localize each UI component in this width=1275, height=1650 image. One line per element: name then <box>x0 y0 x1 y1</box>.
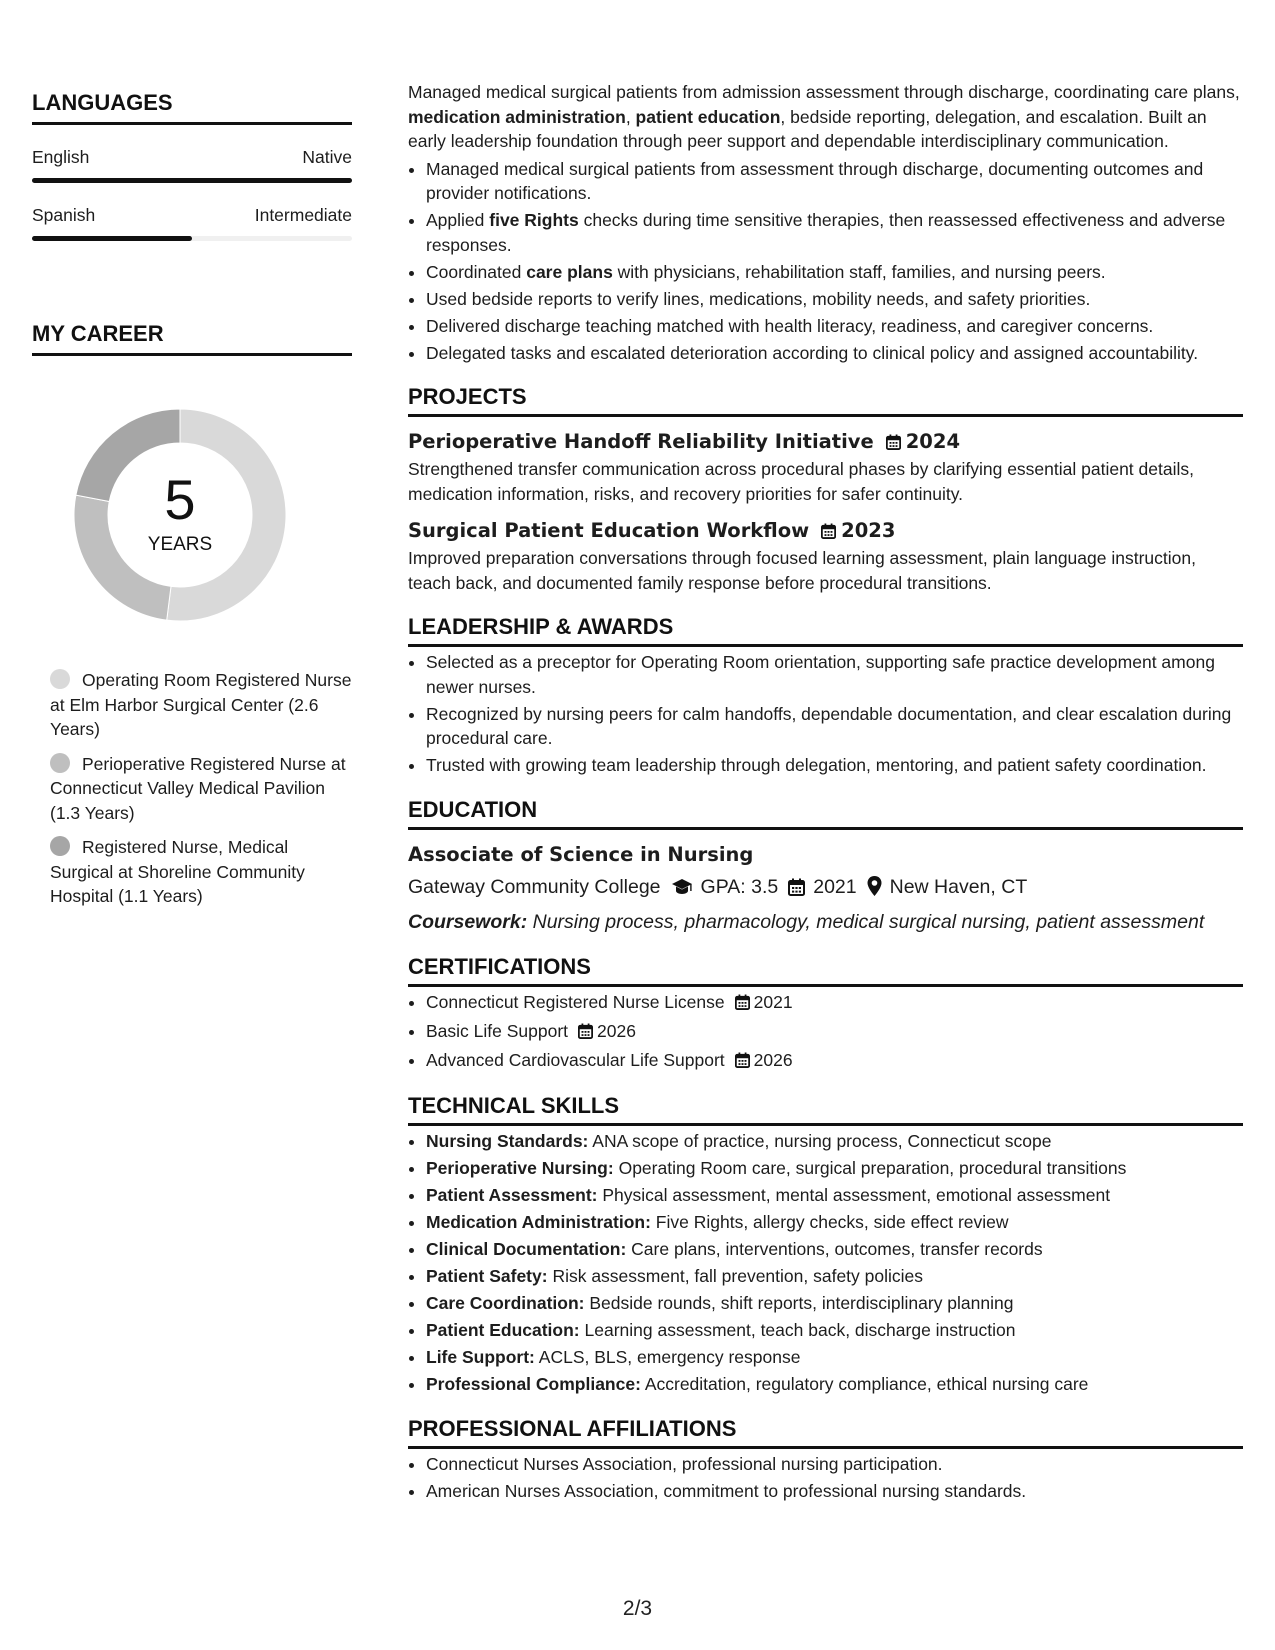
skill-label: Patient Safety: <box>426 1266 548 1286</box>
certification-year: 2021 <box>753 991 793 1012</box>
career-years-unit: YEARS <box>147 534 213 555</box>
certification-year: 2026 <box>753 1049 793 1070</box>
coursework <box>408 909 1243 935</box>
skill-label: Patient Education: <box>426 1320 580 1340</box>
calendar-icon <box>735 1050 750 1075</box>
experience-bullet <box>426 287 1243 312</box>
experience-bullet <box>426 314 1243 339</box>
career-legend <box>50 668 352 909</box>
skill-label: Professional Compliance: <box>426 1374 641 1394</box>
language-proficiency-bar <box>32 178 352 183</box>
skills-heading: TECHNICAL SKILLS <box>408 1092 1243 1126</box>
language-level: Native <box>302 147 352 167</box>
calendar-icon <box>735 992 750 1017</box>
skills-list <box>408 1129 1243 1397</box>
language-name: Spanish <box>32 205 96 225</box>
school-name: Gateway Community College <box>408 875 661 898</box>
calendar-icon <box>821 520 836 546</box>
bullet-text: Coordinated <box>426 261 527 282</box>
leadership-list <box>408 650 1243 778</box>
skill-value: Five Rights, allergy checks, side effect review <box>655 1212 1009 1232</box>
bullet-text: Delegated tasks and escalated deterioration according to clinical policy and assigned accountability. <box>426 342 1199 363</box>
certification-name: Advanced Cardiovascular Life Support <box>426 1049 725 1070</box>
project-description: Strengthened transfer communication across procedural phases by clarifying essential patient details, medication information, risks, and recovery priorities for safer continuity. <box>408 459 1194 504</box>
language-level: Intermediate <box>254 205 352 225</box>
graduation-cap-icon <box>671 877 693 903</box>
experience-bullets <box>408 157 1243 366</box>
skill-value: Risk assessment, fall prevention, safety policies <box>552 1266 924 1286</box>
skill-value: Learning assessment, teach back, discharge instruction <box>584 1320 1016 1340</box>
legend-dot <box>50 753 70 773</box>
right-column <box>408 80 1243 1506</box>
map-pin-icon <box>867 876 882 903</box>
certification-name: Basic Life Support <box>426 1020 569 1041</box>
career-role-label: Registered Nurse, Medical Surgical at Shoreline Community Hospital (1.1 Years) <box>50 837 305 906</box>
leadership-heading: LEADERSHIP & AWARDS <box>408 613 1243 647</box>
gpa-value: GPA: 3.5 <box>700 875 779 898</box>
calendar-icon <box>578 1021 593 1046</box>
languages-list <box>32 147 352 241</box>
skill-item <box>426 1372 1243 1397</box>
legend-dot <box>50 669 70 689</box>
project-year: 2023 <box>841 519 896 542</box>
skill-item <box>426 1345 1243 1370</box>
bullet-text: Delivered discharge teaching matched with health literacy, readiness, and caregiver concerns. <box>426 315 1154 336</box>
bullet-text: Applied <box>426 210 490 230</box>
left-column <box>32 90 352 919</box>
career-role-item <box>50 752 352 826</box>
certifications-heading: CERTIFICATIONS <box>408 953 1243 987</box>
skill-item <box>426 1210 1243 1235</box>
skill-value: ANA scope of practice, nursing process, Connecticut scope <box>592 1131 1052 1151</box>
skill-value: ACLS, BLS, emergency response <box>538 1347 801 1367</box>
skill-value: Bedside rounds, shift reports, interdisciplinary planning <box>589 1293 1014 1313</box>
languages-heading: LANGUAGES <box>32 90 352 125</box>
skill-value: Physical assessment, mental assessment, emotional assessment <box>602 1185 1111 1205</box>
affiliations-list <box>408 1452 1243 1504</box>
coursework-label: Coursework: <box>408 910 528 933</box>
certification-item <box>426 1048 1243 1075</box>
skill-label: Life Support: <box>426 1347 535 1367</box>
project-name: Perioperative Handoff Reliability Initiative <box>408 430 874 453</box>
career-role-label: Operating Room Registered Nurse at Elm Harbor Surgical Center (2.6 Years) <box>50 670 352 739</box>
summary-highlight: patient education <box>635 106 781 127</box>
career-role-label: Perioperative Registered Nurse at Connecticut Valley Medical Pavilion (1.3 Years) <box>50 753 346 823</box>
education-meta <box>408 874 1243 903</box>
page-number: 2/3 <box>622 1597 653 1620</box>
calendar-icon <box>886 431 901 457</box>
skill-item <box>426 1183 1243 1208</box>
summary-text: , bedside reporting, delegation, and escalation. Built an early leadership foundation through peer support and dependable interdisciplinary communication. <box>408 106 1207 151</box>
experience-bullet <box>426 208 1243 257</box>
career-total-years: 5 <box>164 468 196 531</box>
education-heading: EDUCATION <box>408 796 1243 830</box>
leadership-item: • Trusted with growing team leadership through delegation, mentoring, and patient safety coordination. <box>426 753 1243 778</box>
education-location: New Haven, CT <box>889 875 1028 898</box>
language-row <box>32 147 352 168</box>
career-role-item <box>50 668 352 742</box>
skill-label: Perioperative Nursing: <box>426 1158 614 1178</box>
experience-bullet <box>426 260 1243 285</box>
affiliation-item: • Connecticut Nurses Association, professional nursing participation. <box>426 1452 1243 1477</box>
skill-value: Care plans, interventions, outcomes, transfer records <box>631 1239 1043 1259</box>
project-description: Improved preparation conversations through focused learning assessment, plain language instruction, teach back, and documented family response before procedural transitions. <box>408 548 1196 593</box>
bullet-text: with physicians, rehabilitation staff, families, and nursing peers. <box>612 261 1106 282</box>
language-row <box>32 205 352 226</box>
skill-item <box>426 1156 1243 1181</box>
project-title <box>408 518 1243 546</box>
coursework-text: Nursing process, pharmacology, medical surgical nursing, patient assessment <box>532 910 1205 933</box>
language-proficiency-bar <box>32 236 352 241</box>
career-role-item <box>50 835 352 909</box>
degree-title: Associate of Science in Nursing <box>408 842 754 866</box>
skill-label: Clinical Documentation: <box>426 1239 627 1259</box>
skill-item <box>426 1264 1243 1289</box>
language-proficiency-fill <box>32 178 352 183</box>
language-proficiency-fill <box>32 236 192 241</box>
projects-list <box>408 429 1243 595</box>
project-title <box>408 429 1243 457</box>
summary-text: , <box>625 106 636 127</box>
certification-name: Connecticut Registered Nurse License <box>426 991 725 1012</box>
bullet-highlight: care plans <box>526 261 613 282</box>
calendar-icon <box>788 877 805 903</box>
education-year: 2021 <box>813 875 857 898</box>
skill-label: Nursing Standards: <box>426 1131 589 1151</box>
leadership-item: • Selected as a preceptor for Operating Room orientation, supporting safe practice development among newer nurses. <box>426 650 1243 699</box>
affiliation-item: • American Nurses Association, commitment to professional nursing standards. <box>426 1479 1243 1504</box>
certification-item <box>426 990 1243 1017</box>
donut-center <box>65 400 295 556</box>
skill-label: Medication Administration: <box>426 1212 651 1232</box>
skill-item <box>426 1237 1243 1262</box>
bullet-text: checks during time sensitive therapies, then reassessed effectiveness and adverse responses. <box>426 210 1226 255</box>
language-name: English <box>32 147 90 167</box>
experience-bullet <box>426 157 1243 206</box>
skill-value: Operating Room care, surgical preparation, procedural transitions <box>618 1158 1127 1178</box>
leadership-item: • Recognized by nursing peers for calm handoffs, dependable documentation, and clear escalation during procedural care. <box>426 702 1243 751</box>
skill-item <box>426 1129 1243 1154</box>
projects-heading: PROJECTS <box>408 383 1243 417</box>
project-year: 2024 <box>905 430 961 453</box>
bullet-highlight: five Rights <box>489 210 579 230</box>
certification-item <box>426 1019 1243 1046</box>
career-donut-chart <box>65 400 295 630</box>
bullet-text: Managed medical surgical patients from assessment through discharge, documenting outcomes and provider notifications. <box>426 158 1204 203</box>
project-name: Surgical Patient Education Workflow <box>408 519 810 542</box>
affiliations-heading: PROFESSIONAL AFFILIATIONS <box>408 1415 1243 1449</box>
skill-value: Accreditation, regulatory compliance, ethical nursing care <box>644 1374 1089 1394</box>
certifications-list <box>408 990 1243 1075</box>
skill-label: Care Coordination: <box>426 1293 585 1313</box>
experience-bullet <box>426 341 1243 366</box>
bullet-text: Used bedside reports to verify lines, medications, mobility needs, and safety priorities. <box>426 288 1091 309</box>
summary-highlight: medication administration <box>408 106 626 127</box>
certification-year: 2026 <box>597 1020 636 1041</box>
career-heading: MY CAREER <box>32 321 352 356</box>
summary-text: Managed medical surgical patients from admission assessment through discharge, coordinating care plans, <box>408 82 1240 102</box>
skill-item <box>426 1318 1243 1343</box>
skill-label: Patient Assessment: <box>426 1185 598 1205</box>
legend-dot <box>50 836 70 856</box>
experience-summary <box>408 80 1243 154</box>
skill-item <box>426 1291 1243 1316</box>
